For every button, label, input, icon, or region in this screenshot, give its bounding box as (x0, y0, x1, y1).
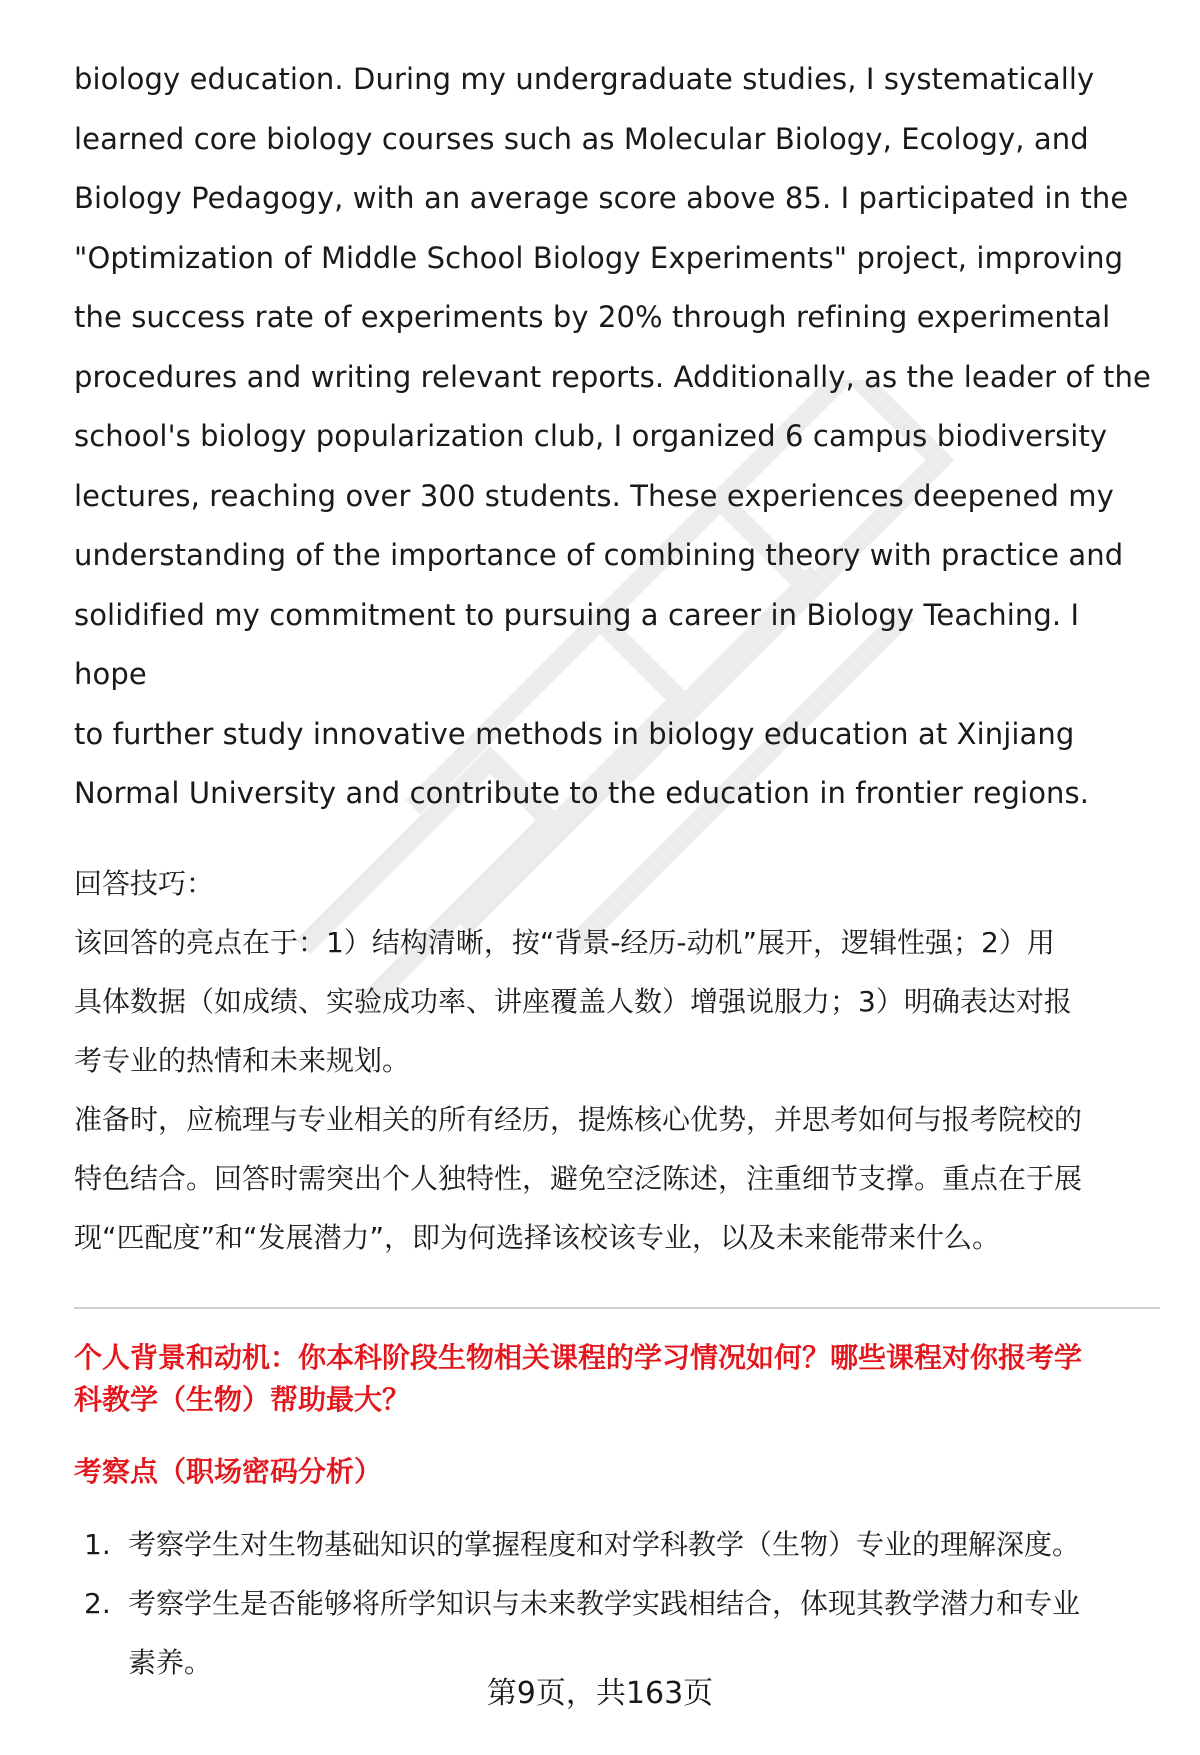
english-paragraph-line: learned core biology courses such as Molecular Biology, Ecology, and (74, 121, 1089, 156)
document-body (74, 50, 1160, 1708)
page-number: 第9页，共163页 (486, 1676, 714, 1711)
assessment-item-text: 考察学生对生物基础知识的掌握程度和对学科教学（生物）专业的理解深度。 (128, 1527, 1081, 1561)
section-divider (74, 1307, 1160, 1309)
english-paragraph-line: school's biology popularization club, I organized 6 campus biodiversity (74, 419, 1108, 453)
question-line: 科教学（生物）帮助最大？ (74, 1382, 411, 1416)
assessment-item-number: 1. (84, 1527, 111, 1561)
tips-heading: 回答技巧： (74, 866, 215, 900)
tips-highlight-line: 具体数据（如成绩、实验成功率、讲座覆盖人数）增强说服力；3）明确表达对报 (74, 984, 1072, 1018)
english-paragraph-line: procedures and writing relevant reports. Additionally, as the leader of the (74, 359, 1151, 394)
english-paragraph-line: to further study innovative methods in biology education at Xinjiang (74, 716, 1075, 751)
assessment-item-number: 2. (84, 1586, 111, 1620)
english-paragraph-line: solidified my commitment to pursuing a career in Biology Teaching. I hope (74, 597, 1080, 691)
english-paragraph-line: Biology Pedagogy, with an average score above 85. I participated in the (74, 181, 1129, 215)
assessment-heading: 考察点（职场密码分析） (74, 1454, 383, 1488)
interview-question (74, 1337, 1160, 1421)
assessment-item-text: 考察学生是否能够将所学知识与未来教学实践相结合，体现其教学潜力和专业 (128, 1586, 1081, 1620)
tips-preparation-line: 现“匹配度”和“发展潜力”，即为何选择该校该专业，以及未来能带来什么。 (74, 1220, 1001, 1254)
assessment-item-text: 素养。 (128, 1645, 213, 1679)
tips-highlight-line: 该回答的亮点在于：1）结构清晰，按“背景-经历-动机”展开，逻辑性强；2）用 (74, 925, 1055, 959)
question-line: 个人背景和动机：你本科阶段生物相关课程的学习情况如何？哪些课程对你报考学 (74, 1340, 1083, 1374)
assessment-item (74, 1515, 1160, 1574)
english-paragraph-line: lectures, reaching over 300 students. These experiences deepened my (74, 478, 1114, 513)
english-answer-paragraph (74, 50, 1160, 824)
english-paragraph-line: understanding of the importance of combining theory with practice and (74, 538, 1124, 572)
tips-preparation-line: 特色结合。回答时需突出个人独特性，避免空泛陈述，注重细节支撑。重点在于展 (74, 1161, 1083, 1195)
english-paragraph-line: the success rate of experiments by 20% through refining experimental (74, 300, 1111, 334)
answer-tips-section (74, 854, 1160, 1267)
assessment-list (74, 1515, 1160, 1692)
tips-highlight-line: 考专业的热情和未来规划。 (74, 1043, 411, 1077)
english-paragraph-line: Normal University and contribute to the education in frontier regions. (74, 776, 1090, 810)
english-paragraph-line: "Optimization of Middle School Biology Experiments" project, improving (74, 240, 1124, 275)
tips-preparation-line: 准备时，应梳理与专业相关的所有经历，提炼核心优势，并思考如何与报考院校的 (74, 1102, 1083, 1136)
english-paragraph-line: biology education. During my undergraduate studies, I systematically (74, 62, 1095, 96)
